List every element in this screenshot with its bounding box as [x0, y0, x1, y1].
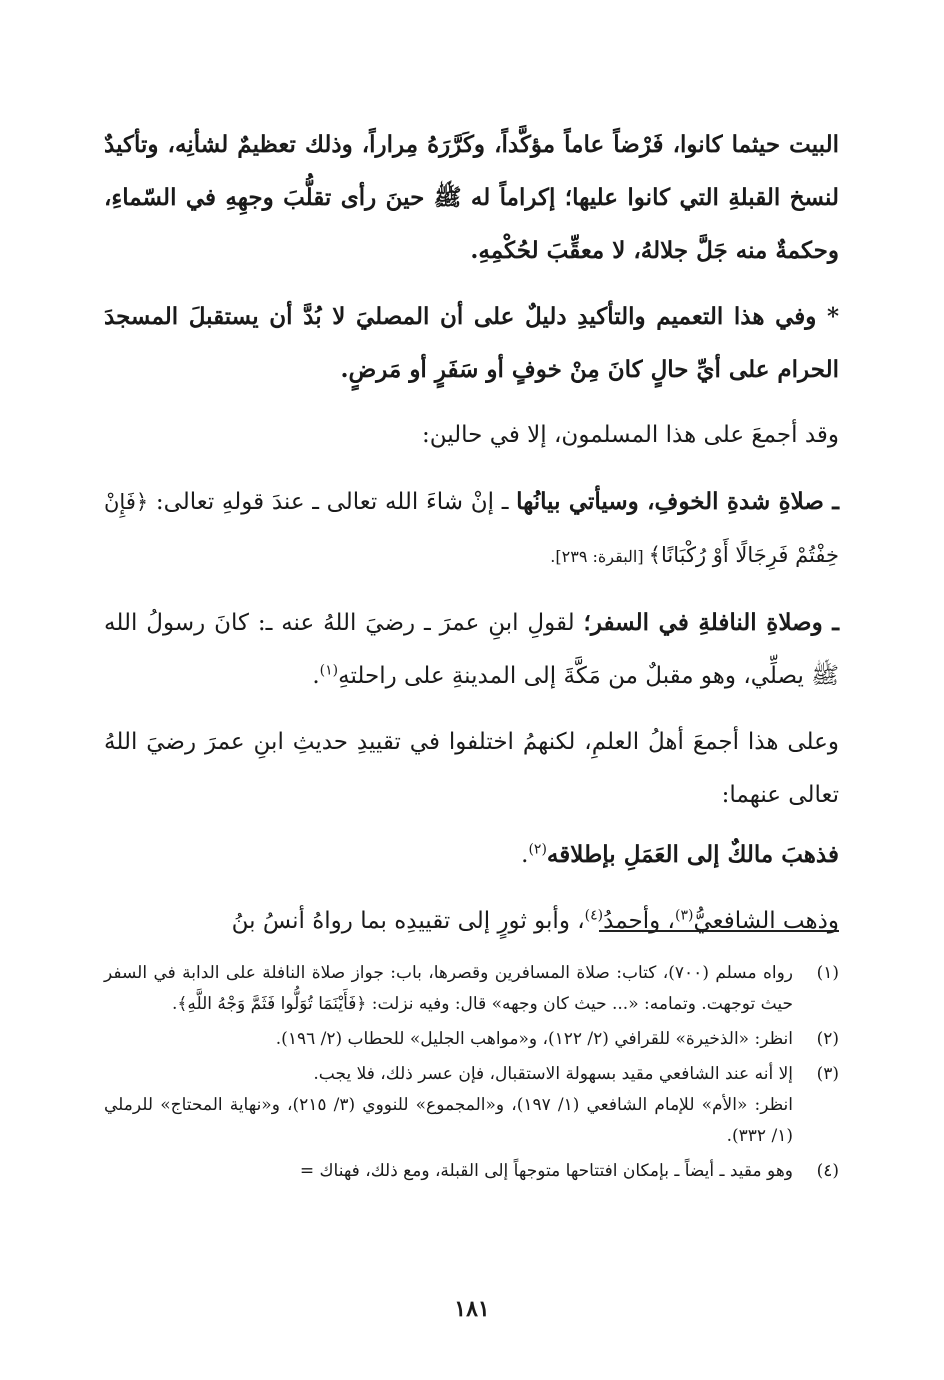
page-number: ١٨١ [454, 1296, 490, 1322]
paragraph-8 [104, 895, 839, 948]
paragraph-7 [104, 828, 839, 882]
paragraph-2 [104, 290, 839, 396]
footnotes [104, 958, 839, 1191]
footnote-body [104, 958, 793, 1020]
paragraph-7-text: فذهبَ مالكٌ إلى العَمَلِ بإطلاقه [546, 841, 839, 868]
paragraph-6 [104, 716, 839, 822]
footnote-text: انظر: «الأم» للإمام الشافعي (١/ ١٩٧)، و«المجموع» للنووي (٣/ ٢١٥)، و«نهاية المحتاج» للرملي (١/ ٣٣٢). [104, 1095, 793, 1146]
footnote-3 [104, 1059, 839, 1152]
footnote-body [104, 1059, 793, 1152]
paragraph-4 [104, 475, 839, 583]
footnote-number: (٢) [816, 1029, 839, 1049]
paragraph-2-text: * وفي هذا التعميم والتأكيدِ دليلٌ على أن المصليَ لا بُدَّ أن يستقبلَ المسجدَ الحرام على أيِّ حالٍ كانَ مِنْ خوفٍ أو سَفَرٍ أو مَرضٍ. [104, 303, 839, 383]
paragraph-7-end: . [521, 842, 529, 868]
paragraph-4-lead: ـ صلاةِ شدةِ الخوفِ، وسيأتي بيانُها [516, 488, 840, 515]
footnote-separator [599, 930, 839, 932]
footnote-number: (٣) [816, 1064, 839, 1084]
paragraph-8-a: وذهب الشافعيُّ [693, 908, 839, 934]
quran-verse: ﴿فَإِنْ خِفْتُمْ فَرِجَالًا أَوْ رُكْبَانًا﴾ [104, 490, 839, 567]
footnote-marker-4: (٤) [584, 907, 604, 924]
paragraph-5 [104, 596, 839, 703]
footnote-4 [104, 1156, 839, 1187]
paragraph-1 [104, 118, 839, 277]
paragraph-8-b: ، وأحمدُ [603, 908, 675, 934]
footnote-number: (١) [816, 963, 839, 983]
footnote-marker-2: (٢) [528, 841, 547, 858]
paragraph-5-end: . [312, 663, 320, 689]
footnote-1 [104, 958, 839, 1020]
main-text [104, 118, 839, 961]
paragraph-3 [104, 409, 839, 462]
footnote-body [104, 1156, 793, 1187]
paragraph-3-text: وقد أجمعَ على هذا المسلمون، إلا في حالين: [421, 422, 839, 448]
footnote-body [104, 1024, 793, 1055]
paragraph-5-lead: ـ وصلاةِ النافلةِ في السفر؛ [583, 609, 839, 636]
footnote-text: رواه مسلم (٧٠٠)، كتاب: صلاة المسافرين وقصرها، باب: جواز صلاة النافلة على الدابة في السفر حيث توجهت. وتمامه: «... حيث كان وجهه» قال: وفيه نزلت: ﴿فَأَيْنَمَا تُوَلُّوا فَثَمَّ وَجْهُ اللَّهِ﴾. [104, 963, 794, 1014]
footnote-marker-1: (١) [319, 662, 339, 679]
footnote-text: إلا أنه عند الشافعي مقيد بسهولة الاستقبال، فإن عسر ذلك، فلا يجب. [313, 1064, 793, 1084]
footnote-marker-3: (٣) [674, 907, 694, 924]
paragraph-4-middle: ـ إنْ شاءَ الله تعالى ـ عندَ قولهِ تعالى: [148, 489, 517, 515]
verse-reference: [البقرة: ٢٣٩]. [550, 547, 649, 566]
paragraph-1-text: البيت حيثما كانوا، فَرْضاً عاماً مؤكَّداً، وكَرَّرَهُ مِراراً، وذلك تعظيمٌ لشأنِه، وتأكيدٌ لنسخ القبلةِ التي كانوا عليها؛ إكراماً له ﷺ حينَ رأى تقلُّبَ وجهِهِ في السّماءِ، وحكمةٌ منه جَلَّ جلالهُ، لا معقِّبَ لحُكْمِهِ. [104, 131, 839, 264]
footnote-text: انظر: «الذخيرة» للقرافي (٢/ ١٢٢)، و«مواهب الجليل» للحطاب (٢/ ١٩٦). [275, 1029, 793, 1049]
footnote-text: وهو مقيد ـ أيضاً ـ بإمكان افتتاحها متوجهاً إلى القبلة، ومع ذلك، فهناك = [299, 1161, 793, 1181]
paragraph-8-c: ، وأبو ثورٍ إلى تقييدِه بما رواهُ أنسُ بنُ [231, 908, 585, 934]
paragraph-5-text: لقولِ ابنِ عمرَ ـ رضيَ اللهُ عنه ـ: كانَ رسولُ الله ﷺ يصلِّي، وهو مقبلٌ من مَكَّةَ إلى المدينةِ على راحلتهِ [104, 610, 839, 689]
footnote-number: (٤) [816, 1161, 839, 1181]
footnote-2 [104, 1024, 839, 1055]
paragraph-6-text: وعلى هذا أجمعَ أهلُ العلمِ، لكنهمُ اختلفوا في تقييدِ حديثِ ابنِ عمرَ رضيَ اللهُ تعالى عنهما: [104, 729, 839, 808]
